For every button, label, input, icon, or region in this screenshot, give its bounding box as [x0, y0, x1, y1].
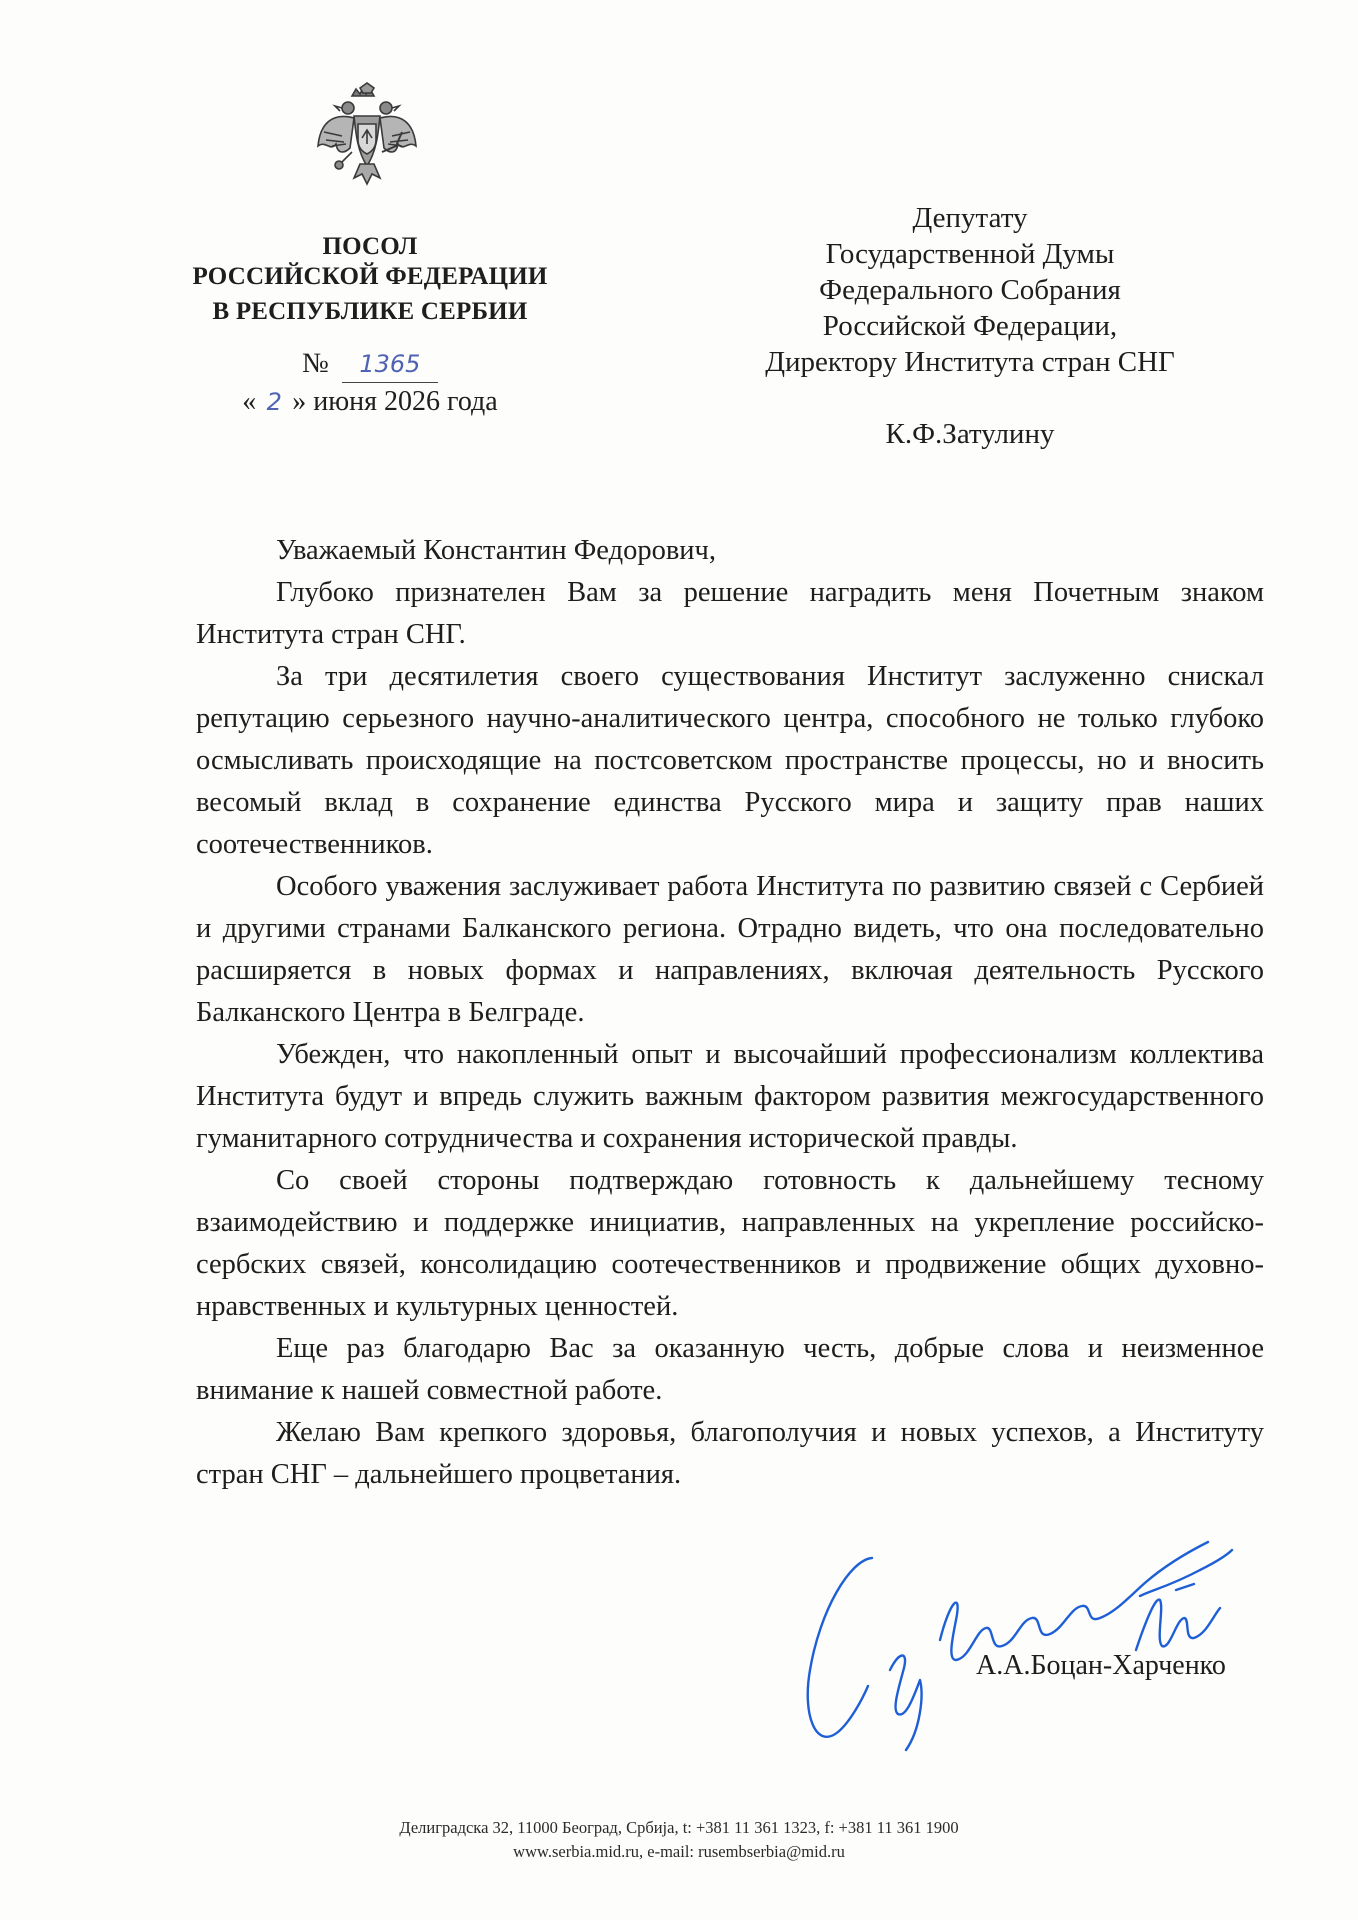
addressee-block	[700, 200, 1240, 452]
body-paragraph: Убежден, что накопленный опыт и высочайший профессионализм коллектива Института будут и впредь служить важным фактором развития межгосударственного гуманитарного сотрудничества и сохранения исторической правды.	[196, 1039, 1264, 1154]
addressee-line: Депутату	[912, 202, 1028, 234]
russian-coat-of-arms-icon	[312, 82, 422, 192]
handwritten-signature	[780, 1500, 1250, 1760]
date-rest: » июня 2026 года	[292, 386, 498, 417]
sender-title-line: РОССИЙСКОЙ ФЕДЕРАЦИИ	[192, 263, 548, 290]
body-paragraph: Со своей стороны подтверждаю готовность к дальнейшему тесному взаимодействию и поддержке инициатив, направленных на укрепление российско-сербских связей, консолидацию соотечественников и продвижение общих духовно-нравственных и культурных ценностей.	[196, 1165, 1264, 1322]
addressee-line: Федерального Собрания	[819, 274, 1121, 306]
addressee-line: Государственной Думы	[825, 238, 1115, 270]
date-open-quote: «	[242, 386, 257, 417]
number-prefix: №	[302, 348, 329, 379]
body-paragraph: Особого уважения заслуживает работа Института по развитию связей с Сербией и другими странами Балканского региона. Отрадно видеть, что она последовательно расширяется в новых формах и направлениях, включая деятельность Русского Балканского Центра в Белграде.	[196, 871, 1264, 1028]
date-day: 2	[266, 388, 282, 416]
body-paragraph: Еще раз благодарю Вас за оказанную честь, добрые слова и неизменное внимание к нашей совместной работе.	[196, 1333, 1264, 1406]
body-paragraph: Глубоко признателен Вам за решение наградить меня Почетным знаком Института стран СНГ.	[196, 577, 1264, 650]
footer-contacts: www.serbia.mid.ru, e-mail: rusembserbia@mid.ru	[513, 1842, 845, 1861]
addressee-line: Директору Института стран СНГ	[765, 346, 1175, 378]
addressee-name: К.Ф.Затулину	[885, 418, 1055, 450]
body-paragraph: Желаю Вам крепкого здоровья, благополучия и новых успехов, а Институту стран СНГ – дальнейшего процветания.	[196, 1417, 1264, 1490]
sender-title-line: ПОСОЛ	[322, 233, 418, 260]
sender-block	[150, 232, 590, 327]
body-paragraph: За три десятилетия своего существования Институт заслуженно снискал репутацию серьезного научно-аналитического центра, способного не только глубоко осмысливать происходящие на постсоветском пространстве процессы, но и вносить весомый вклад в сохранение единства Русского мира и защиту прав наших соотечественников.	[196, 661, 1264, 860]
addressee-line: Российской Федерации,	[822, 310, 1118, 342]
registration-number	[150, 346, 590, 383]
registration-date	[150, 384, 590, 420]
greeting: Уважаемый Константин Федорович,	[276, 535, 716, 566]
letter-body	[196, 530, 1264, 1496]
footer	[0, 1816, 1358, 1864]
signer-name: А.А.Боцан-Харченко	[976, 1650, 1226, 1681]
number-value: 1365	[342, 346, 438, 383]
footer-address: Делиградска 32, 11000 Београд, Србија, t: +381 11 361 1323, f: +381 11 361 1900	[399, 1818, 959, 1837]
sender-title-line: В РЕСПУБЛИКЕ СЕРБИИ	[212, 298, 528, 325]
